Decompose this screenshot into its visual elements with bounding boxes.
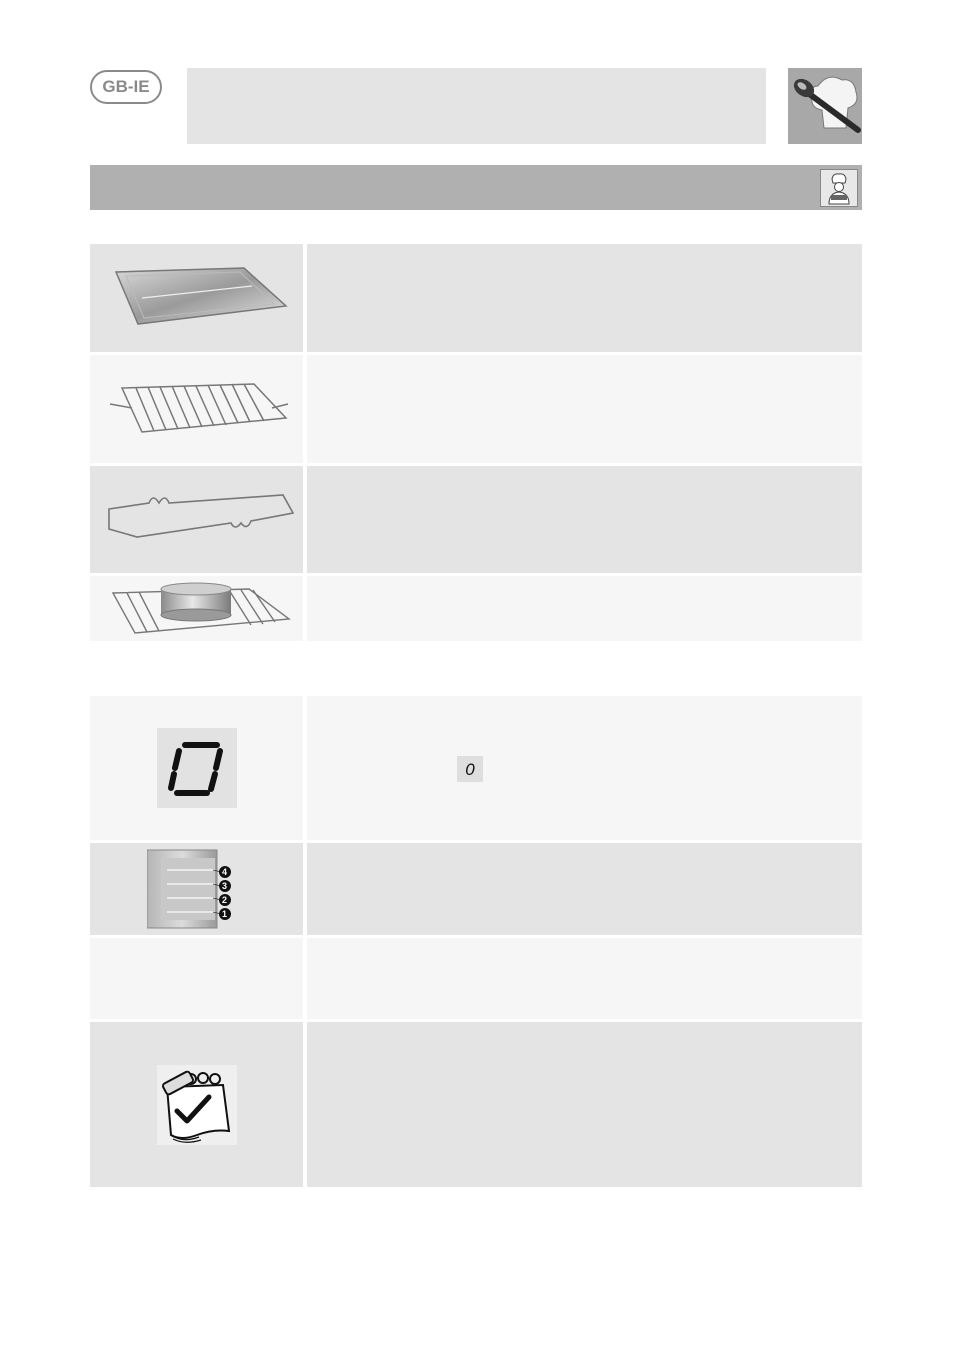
rack-level-3: 3 xyxy=(219,880,231,892)
inline-zero-symbol xyxy=(457,756,483,782)
rack-level-2: 2 xyxy=(219,894,231,906)
display-description xyxy=(307,696,862,840)
baking-tray-description xyxy=(307,244,862,352)
spoon-chef-hat-icon xyxy=(788,68,862,144)
accessory-row-tray xyxy=(90,244,862,352)
inline-zero-text: 0 xyxy=(465,759,475,779)
rack-level-1: 1 xyxy=(219,908,231,920)
info-row-note xyxy=(90,1022,862,1187)
rack-level-4: 4 xyxy=(219,866,231,878)
rack-levels-description xyxy=(307,843,862,935)
info-row-blank xyxy=(90,938,862,1019)
rack-frame-image xyxy=(90,466,303,573)
chef-icon xyxy=(820,169,858,207)
baking-tray-image xyxy=(90,244,303,352)
blank-description xyxy=(307,938,862,1019)
rack-with-cake-tin-image xyxy=(90,576,303,641)
note-image-cell xyxy=(90,1022,303,1187)
accessory-row-rack-tin xyxy=(90,576,862,641)
oven-rack-image xyxy=(90,355,303,463)
info-row-rack-levels xyxy=(90,843,862,935)
seven-segment-zero-icon xyxy=(157,728,237,808)
header-title-box xyxy=(187,68,766,144)
accessory-row-frame xyxy=(90,466,862,573)
section-bar xyxy=(90,165,862,210)
oven-rack-description xyxy=(307,355,862,463)
accessory-row-grill xyxy=(90,355,862,463)
rack-frame-description xyxy=(307,466,862,573)
notepad-check-icon xyxy=(157,1065,237,1145)
info-row-display xyxy=(90,696,862,840)
language-badge: GB-IE xyxy=(90,70,162,104)
oven-interior-levels-image xyxy=(90,843,303,935)
display-digit-panel xyxy=(90,696,303,840)
rack-with-cake-tin-description xyxy=(307,576,862,641)
note-description xyxy=(307,1022,862,1187)
blank-image-cell xyxy=(90,938,303,1019)
